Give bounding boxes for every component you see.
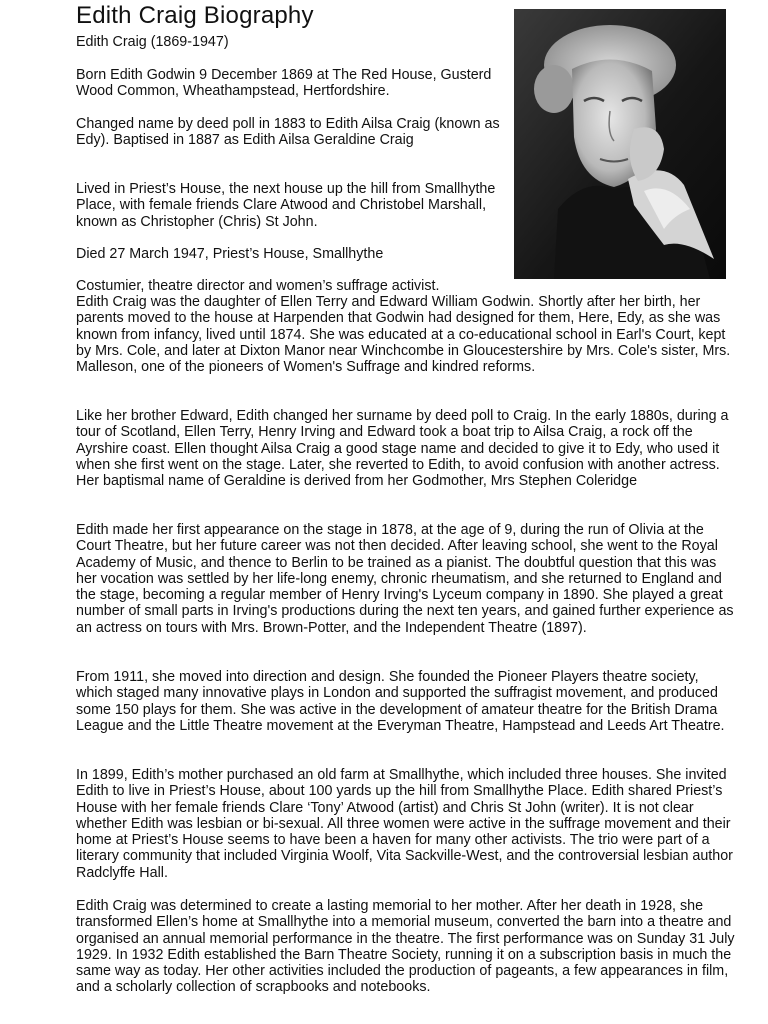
portrait-photo bbox=[514, 9, 726, 279]
portrait-illustration bbox=[514, 9, 726, 279]
body-paragraph-4: Edith made her first appearance on the stage in 1878, at the age of 9, during the run of Olivia at the Court Theatre, but her future career was not then decided. After leaving school, she went to the Royal Academy of Music, and thence to Berlin to be trained as a pianist. The doubtful question that this was her vocation was settled by her life-long enemy, chronic rheumatism, and she returned to England and the stage, becoming a regular member of Henry Irving's Lyceum company in 1890. She played a great number of small parts in Irving's productions during the next ten years, and gained further experience as an actress on tours with Mrs. Brown-Potter, and the Independent Theatre (1897). bbox=[76, 522, 734, 636]
body-paragraph-5: From 1911, she moved into direction and design. She founded the Pioneer Players theatre society, which staged many innovative plays in London and supported the suffragist movement, and produced some 150 plays for them. She was active in the development of amateur theatre for the British Drama League and the Little Theatre movement at the Everyman Theatre, Hampstead and Leeds Art Theatre. bbox=[76, 669, 725, 734]
body-paragraph-1: Costumier, theatre director and women’s suffrage activist. bbox=[76, 278, 440, 294]
intro-name-dates: Edith Craig (1869-1947) bbox=[76, 34, 229, 50]
intro-residence: Lived in Priest’s House, the next house up the hill from Smallhythe Place, with female friends Clare Atwood and Christobel Marshall, known as Christopher (Chris) St John. bbox=[76, 181, 496, 230]
page-title: Edith Craig Biography bbox=[76, 2, 314, 29]
body-paragraph-2: Edith Craig was the daughter of Ellen Terry and Edward William Godwin. Shortly after her birth, her parents moved to the house at Harpenden that Godwin had designed for them, Here, Edy, as she was known from infancy, lived until 1874. She was educated at a co-educational school in Earl's Court, kept by Mrs. Cole, and later at Dixton Manor near Winchcombe in Gloucestershire by Mrs. Cole's sister, Mrs. Malleson, one of the pioneers of Women's Suffrage and kindred reforms. bbox=[76, 294, 731, 376]
body-paragraph-7: Edith Craig was determined to create a lasting memorial to her mother. After her death in 1928, she transformed Ellen’s home at Smallhythe into a memorial museum, converted the barn into a theatre and organised an annual memorial performance in the theatre. The first performance was on Sunday 31 July 1929. In 1932 Edith established the Barn Theatre Society, running it on a subscription basis in much the same way as today. Her other activities included the production of pageants, a few appearances in film, and a scholarly collection of scrapbooks and notebooks. bbox=[76, 898, 735, 996]
intro-death: Died 27 March 1947, Priest’s House, Smallhythe bbox=[76, 246, 384, 262]
intro-birth: Born Edith Godwin 9 December 1869 at The Red House, Gusterd Wood Common, Wheathampstead, Hertfordshire. bbox=[76, 67, 492, 100]
body-paragraph-3: Like her brother Edward, Edith changed her surname by deed poll to Craig. In the early 1880s, during a tour of Scotland, Ellen Terry, Henry Irving and Edward took a boat trip to Ailsa Craig, a rock off the Ayrshire coast. Ellen thought Ailsa Craig a good stage name and decided to give it to Edy, who used it when she first went on the stage. Later, she reverted to Edith, to avoid confusion with another actress. Her baptismal name of Geraldine is derived from her Godmother, Mrs Stephen Coleridge bbox=[76, 408, 729, 490]
body-paragraph-6: In 1899, Edith’s mother purchased an old farm at Smallhythe, which included three houses. She invited Edith to live in Priest’s House, about 100 yards up the hill from Smallhythe Place. Edith shared Priest’s House with her female friends Clare ‘Tony’ Atwood (artist) and Chris St John (writer). It is not clear whether Edith was lesbian or bi-sexual. All three women were active in the suffrage movement and their home at Priest’s House seems to have been a haven for many other activists. The trio were part of a literary community that included Virginia Woolf, Vita Sackville-West, and the controversial lesbian author Radclyffe Hall. bbox=[76, 767, 733, 881]
intro-name-change: Changed name by deed poll in 1883 to Edith Ailsa Craig (known as Edy). Baptised in 1887 as Edith Ailsa Geraldine Craig bbox=[76, 116, 500, 149]
